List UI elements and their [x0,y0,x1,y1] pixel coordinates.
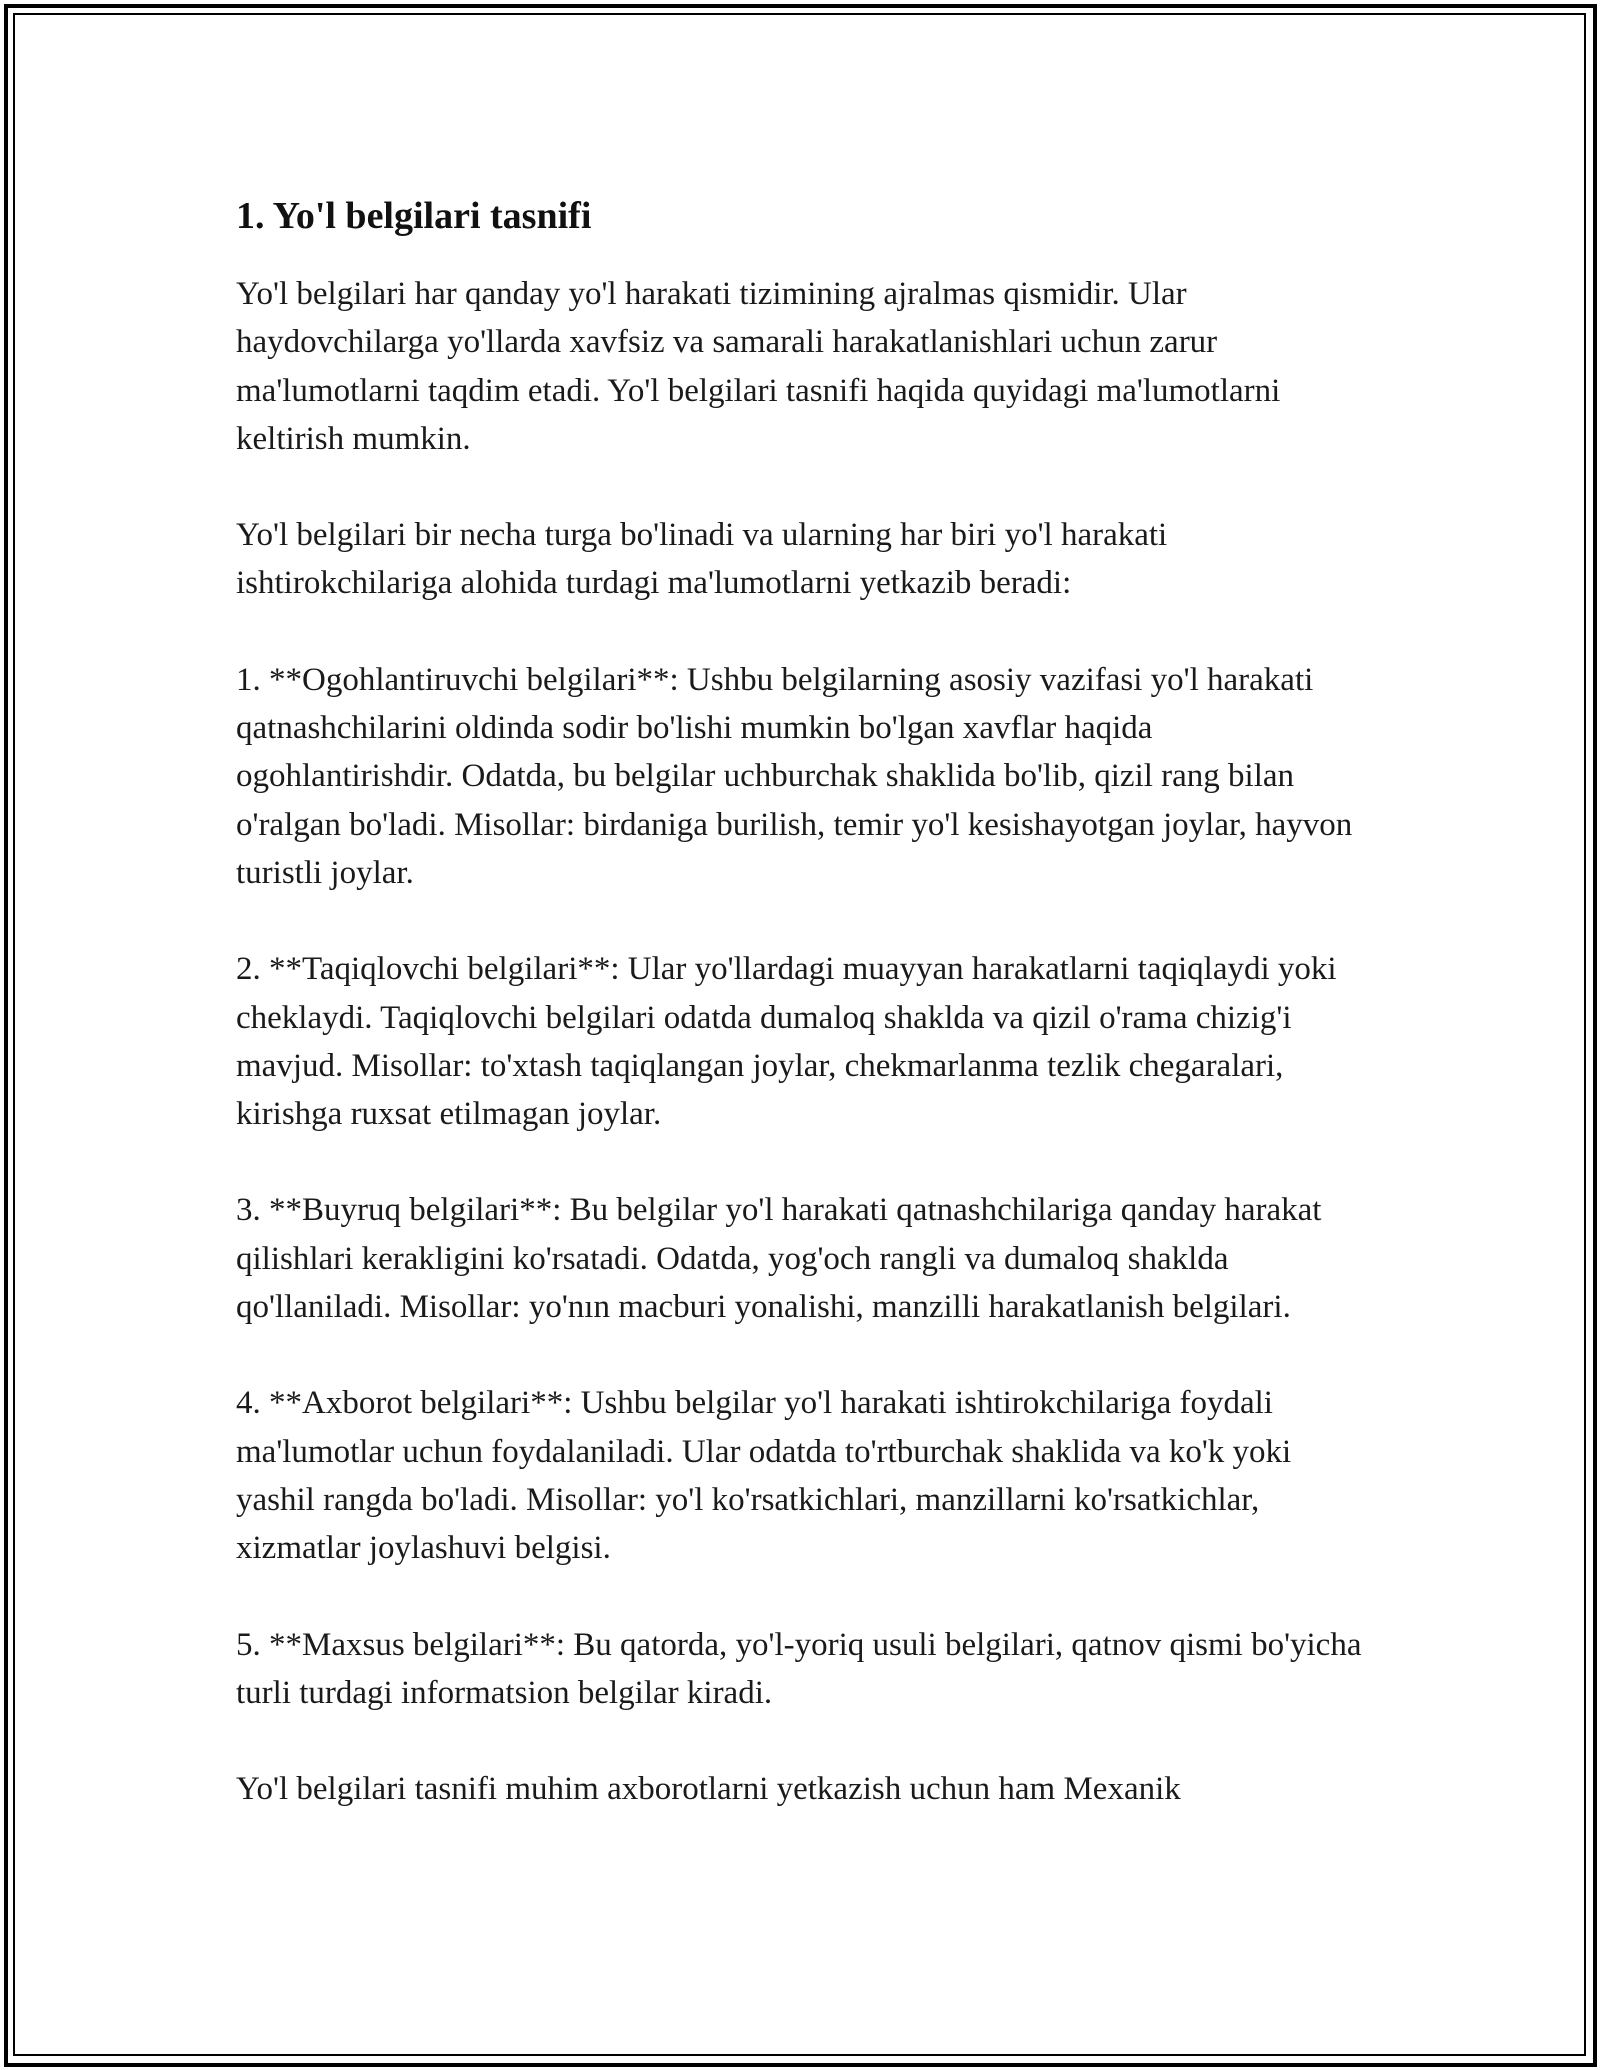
document-body [236,186,1376,1861]
paragraph-warning-signs: 1. **Ogohlantiruvchi belgilari**: Ushbu belgilarning asosiy vazifasi yo'l harakati qatnashchilarini oldinda sodir bo'lishi mumkin bo'lgan xavflar haqida ogohlantirishdir. Odatda, bu belgilar uchburchak shaklida bo'lib, qizil rang bilan o'ralgan bo'ladi. Misollar: birdaniga burilish, temir yo'l kesishayotgan joylar, hayvon turistli joylar. [236,661,1353,891]
paragraph-prohibitory-signs: 2. **Taqiqlovchi belgilari**: Ular yo'llardagi muayyan harakatlarni taqiqlaydi yoki cheklaydi. Taqiqlovchi belgilari odatda dumaloq shaklda va qizil o'rama chizig'i mavjud. Misollar: to'xtash taqiqlangan joylar, chekmarlanma tezlik chegaralari, kirishga ruxsat etilmagan joylar. [236,951,1337,1133]
section-heading: 1. Yo'l belgilari tasnifi [236,195,592,237]
paragraph-special-signs: 5. **Maxsus belgilari**: Bu qatorda, yo'l-yoriq usuli belgilari, qatnov qismi bo'yicha turli turdagi informatsion belgilar kiradi. [236,1626,1362,1711]
paragraph-closing: Yo'l belgilari tasnifi muhim axborotlarni yetkazish uchun ham Mexanik [236,1771,1181,1808]
paragraph-types-overview: Yo'l belgilari bir necha turga bo'linadi va ularning har biri yo'l harakati ishtirokchilariga alohida turdagi ma'lumotlarni yetkazib beradi: [236,517,1168,602]
paragraph-intro: Yo'l belgilari har qanday yo'l harakati tizimining ajralmas qismidir. Ular haydovchilarga yo'llarda xavfsiz va samarali harakatlanishlari uchun zarur ma'lumotlarni taqdim etadi. Yo'l belgilari tasnifi haqida quyidagi ma'lumotlarni keltirish mumkin. [236,276,1281,457]
paragraph-information-signs: 4. **Axborot belgilari**: Ushbu belgilar yo'l harakati ishtirokchilariga foydali ma'lumotlar uchun foydalaniladi. Ular odatda to'rtburchak shaklida va ko'k yoki yashil rangda bo'ladi. Misollar: yo'l ko'rsatkichlari, manzillarni ko'rsatkichlar, xizmatlar joylashuvi belgisi. [236,1385,1292,1567]
paragraph-mandatory-signs: 3. **Buyruq belgilari**: Bu belgilar yo'l harakati qatnashchilariga qanday harakat qilishlari kerakligini ko'rsatadi. Odatda, yog'och rangli va dumaloq shaklda qo'llaniladi. Misollar: yo'nın macburi yonalishi, manzilli harakatlanish belgilari. [236,1192,1322,1326]
